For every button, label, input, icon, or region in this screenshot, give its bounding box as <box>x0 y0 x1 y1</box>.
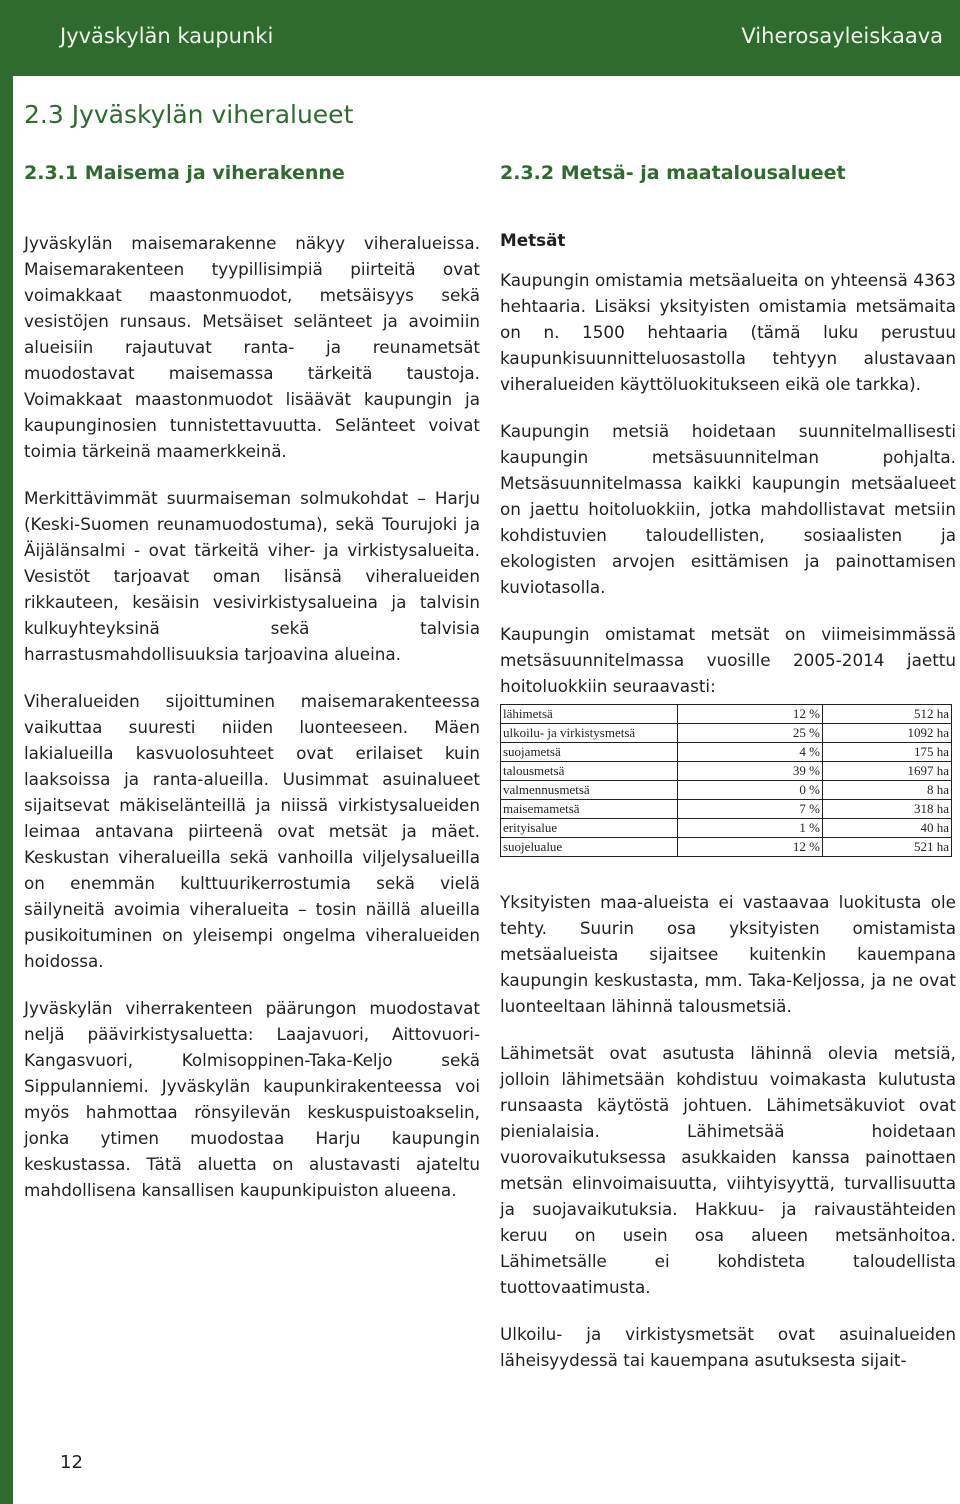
paragraph: Ulkoilu- ja virkistysmetsät ovat asuinalueiden läheisyydessä tai kauempana asutuksesta sijait- <box>500 1324 956 1370</box>
class-percent: 7 % <box>678 800 823 819</box>
table-row <box>501 838 952 857</box>
right-column <box>500 230 956 1394</box>
header-organization: Jyväskylän kaupunki <box>60 24 274 48</box>
class-percent: 12 % <box>678 838 823 857</box>
class-area: 521 ha <box>823 838 952 857</box>
paragraph: Jyväskylän viherrakenteen päärungon muodostavat neljä päävirkistysaluetta: Laajavuori, Aittovuori-Kangasvuori, Kolmisoppinen-Taka-Keljo sekä Sippulanniemi. Jyväskylän kaupunkirakenteessa voi myös hahmottaa rönsyilevän keskuspuistoakselin, jonka ytimen muodostaa Harju kaupungin keskustassa. Tätä aluetta on alustavasti ajateltu mahdollisena kansallisen kaupunkipuiston alueena. <box>24 998 480 1200</box>
paragraph: Merkittävimmät suurmaiseman solmukohdat – Harju (Keski-Suomen reunamuodostuma), sekä Tourujoki ja Äijälänsalmi - ovat tärkeitä viher- ja virkistysalueita. Vesistöt tarjoavat oman lisänsä viheralueiden rikkauteen, kesäisin vesivirkistysalueina ja talvisin kulkuyhteyksinä sekä talvisia harrastusmahdollisuuksia tarjoavina alueina. <box>24 488 480 664</box>
paragraph: Kaupungin metsiä hoidetaan suunnitelmallisesti kaupungin metsäsuunnitelman pohjalta. Metsäsuunnitelmassa kaikki kaupungin metsäalueet on jaettu hoitoluokkiin, jotka mahdollistavat metsiin kohdistuvien taloudellisten, sosiaalisten ja ekologisten arvojen esittämisen ja painottamisen kuviotasolla. <box>500 421 956 597</box>
class-area: 318 ha <box>823 800 952 819</box>
table-row <box>501 724 952 743</box>
class-label: ulkoilu- ja virkistysmetsä <box>501 724 678 743</box>
side-bar-decoration <box>0 76 13 1504</box>
class-percent: 39 % <box>678 762 823 781</box>
section-title: 2.3 Jyväskylän viheralueet <box>24 100 354 129</box>
table-row <box>501 781 952 800</box>
page-header <box>0 0 960 76</box>
left-column <box>24 230 480 1224</box>
class-percent: 12 % <box>678 705 823 724</box>
paragraph: Viheralueiden sijoittuminen maisemarakenteessa vaikuttaa suuresti niiden luonteeseen. Mäen lakialueilla kasvuolosuhteet ovat erilaiset kuin laaksoissa ja ranta-alueilla. Uusimmat asuinalueet sijaitsevat mäkiselänteillä ja niissä virkistysalueiden leimaa antavana piirteenä ovat metsät ja mäet. Keskustan viheralueilla sekä vanhoilla viljelysalueilla on enemmän kulttuurikerrostumia sekä vielä säilyneitä avoimia viheralueita – tosin näillä alueilla pusikoituminen on yleisempi ongelma viheralueiden hoidossa. <box>24 691 480 971</box>
class-area: 8 ha <box>823 781 952 800</box>
page-number: 12 <box>60 1452 83 1473</box>
class-area: 40 ha <box>823 819 952 838</box>
class-percent: 4 % <box>678 743 823 762</box>
class-area: 1092 ha <box>823 724 952 743</box>
class-label: suojelualue <box>501 838 678 857</box>
table-row <box>501 762 952 781</box>
class-label: lähimetsä <box>501 705 678 724</box>
table-row <box>501 800 952 819</box>
class-area: 175 ha <box>823 743 952 762</box>
table-row <box>501 743 952 762</box>
class-label: valmennusmetsä <box>501 781 678 800</box>
class-percent: 1 % <box>678 819 823 838</box>
class-area: 512 ha <box>823 705 952 724</box>
class-percent: 0 % <box>678 781 823 800</box>
class-label: suojametsä <box>501 743 678 762</box>
table-row <box>501 819 952 838</box>
forest-heading: Metsät <box>500 230 566 250</box>
class-label: maisemametsä <box>501 800 678 819</box>
class-label: talousmetsä <box>501 762 678 781</box>
paragraph: Yksityisten maa-alueista ei vastaavaa luokitusta ole tehty. Suurin osa yksityisten omistamista metsäalueista sijaitsee kuitenkin kauempana kaupungin keskustasta, mm. Taka-Keljossa, ja ne ovat luonteeltaan lähinnä talousmetsiä. <box>500 892 956 1016</box>
class-percent: 25 % <box>678 724 823 743</box>
paragraph: Lähimetsät ovat asutusta lähinnä olevia metsiä, jolloin lähimetsään kohdistuu voimakasta kulutusta runsaasta käytöstä johtuen. Lähimetsäkuviot ovat pienialaisia. Lähimetsää hoidetaan vuorovaikutuksessa asukkaiden kanssa painottaen metsän elinvoimaisuutta, viihtyisyyttä, turvallisuutta ja suojavaikutuksia. Hakkuu- ja raivaustähteiden keruu on usein osa alueen metsänhoitoa. Lähimetsälle ei kohdisteta taloudellista tuottovaatimusta. <box>500 1043 956 1297</box>
paragraph: Kaupungin omistamia metsäalueita on yhteensä 4363 hehtaaria. Lisäksi yksityisten omistamia metsämaita on n. 1500 hehtaaria (tämä luku perustuu kaupunkisuunnitteluosastolla tehtyyn alustavaan viheralueiden käyttöluokitukseen eikä ole tarkka). <box>500 270 956 394</box>
left-subtitle: 2.3.1 Maisema ja viherakenne <box>24 162 345 184</box>
right-subtitle: 2.3.2 Metsä- ja maatalousalueet <box>500 162 846 184</box>
paragraph: Jyväskylän maisemarakenne näkyy viheralueissa. Maisemarakenteen tyypillisimpiä piirteitä ovat voimakkaat maastonmuodot, metsäisyys sekä vesistöjen runsaus. Metsäiset selänteet ja avoimiin alueisiin rajautuvat ranta- ja reunametsät muodostavat maisemassa tärkeitä taustoja. Voimakkaat maastonmuodot lisäävät kaupungin ja kaupunginosien tunnistettavuutta. Selänteet voivat toimia tärkeinä maamerkkeinä. <box>24 233 480 461</box>
table-row <box>501 705 952 724</box>
forest-class-table <box>500 704 952 857</box>
class-label: erityisalue <box>501 819 678 838</box>
header-document-title: Viherosayleiskaava <box>741 24 943 48</box>
class-area: 1697 ha <box>823 762 952 781</box>
paragraph: Kaupungin omistamat metsät on viimeisimmässä metsäsuunnitelmassa vuosille 2005-2014 jaettu hoitoluokkiin seuraavasti: <box>500 624 956 696</box>
